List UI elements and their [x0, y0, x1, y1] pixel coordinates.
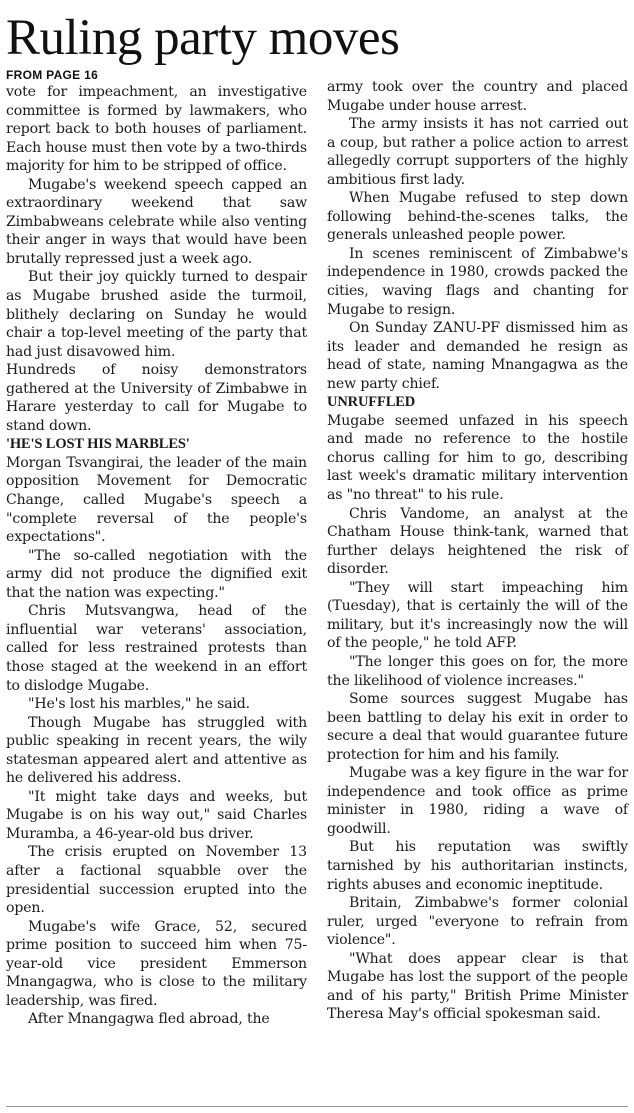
article-paragraph: The crisis erupted on November 13 after a factional squabble over the presidential succession erupted into the open.: [6, 844, 307, 917]
article-paragraph: Some sources suggest Mugabe has been battling to delay his exit in order to secure a deal that would guarantee future protection for him and his family.: [327, 691, 628, 763]
bottom-rule: [6, 1106, 628, 1107]
article-paragraph: Though Mugabe has struggled with public speaking in recent years, the wily statesman appeared alert and attentive as he delivered his address.: [6, 714, 307, 787]
article-paragraph: The army insists it has not carried out a coup, but rather a police action to arrest allegedly corrupt supporters of the highly ambitious first lady.: [327, 116, 628, 188]
right-column-body: [327, 78, 628, 1024]
article-paragraph: When Mugabe refused to step down following behind-the-scenes talks, the generals unleashed people power.: [327, 190, 628, 244]
article-column-left: [6, 68, 307, 1029]
article-paragraph: In scenes reminiscent of Zimbabwe's independence in 1980, crowds packed the cities, waving flags and chanting for Mugabe to resign.: [327, 245, 628, 318]
article-paragraph: But their joy quickly turned to despair as Mugabe brushed aside the turmoil, blithely declaring on Sunday he would chair a top-level meeting of the party that had just disavowed him.: [6, 269, 307, 360]
article-paragraph: vote for impeachment, an investigative committee is formed by lawmakers, who report back to both houses of parliament. Each house must then vote by a two-thirds majority for him to be stripped of office.: [6, 84, 307, 175]
left-column-body: [6, 83, 307, 1029]
article-paragraph: Britain, Zimbabwe's former colonial ruler, urged "everyone to refrain from violence".: [327, 895, 628, 949]
article-paragraph: Mugabe's weekend speech capped an extraordinary weekend that saw Zimbabweans celebrate while also venting their anger in ways that would have been brutally repressed just a week ago.: [6, 176, 307, 267]
article-paragraph: Mugabe's wife Grace, 52, secured prime position to succeed him when 75-year-old vice president Emmerson Mnangagwa, who is close to the military leadership, was fired.: [6, 918, 307, 1009]
headline: Ruling party moves: [6, 10, 400, 66]
article-paragraph: On Sunday ZANU-PF dismissed him as its leader and demanded he resign as head of state, naming Mnangagwa as the new party chief.: [327, 320, 628, 392]
section-subheading: UNRUFFLED: [327, 394, 416, 411]
article-paragraph: army took over the country and placed Mugabe under house arrest.: [327, 79, 628, 114]
article-paragraph: But his reputation was swiftly tarnished by his authoritarian instincts, rights abuses and economic ineptitude.: [327, 839, 628, 893]
article-paragraph: "The longer this goes on for, the more the likelihood of violence increases.": [327, 653, 628, 689]
jump-label: FROM PAGE 16: [6, 68, 99, 82]
article-paragraph: "It might take days and weeks, but Mugabe is on his way out," said Charles Muramba, a 46-year-old bus driver.: [6, 788, 307, 842]
article-paragraph: Hundreds of noisy demonstrators gathered at the University of Zimbabwe in Harare yesterday to call for Mugabe to stand down.: [6, 362, 307, 434]
article-paragraph: Mugabe seemed unfazed in his speech and made no reference to the hostile chorus calling for him to go, describing last week's dramatic military intervention as "no threat" to his rule.: [327, 412, 628, 504]
article-paragraph: After Mnangagwa fled abroad, the: [28, 1011, 270, 1028]
section-subheading: 'HE'S LOST HIS MARBLES': [6, 436, 190, 453]
article-paragraph: Chris Vandome, an analyst at the Chatham House think-tank, warned that further delays heightened the risk of disorder.: [327, 505, 628, 578]
article-column-right: [327, 78, 628, 1024]
article-paragraph: "He's lost his marbles," he said.: [28, 696, 251, 713]
article-paragraph: "What does appear clear is that Mugabe has lost the support of the people and of his party," British Prime Minister Theresa May's official spokesman said.: [327, 950, 628, 1023]
article-paragraph: Mugabe was a key figure in the war for independence and took office as prime minister in 1980, riding a wave of goodwill.: [327, 765, 628, 837]
article-paragraph: Morgan Tsvangirai, the leader of the main opposition Movement for Democratic Change, called Mugabe's speech a "complete reversal of the people's expectations".: [6, 454, 307, 546]
article-paragraph: Chris Mutsvangwa, head of the influential war veterans' association, called for less restrained protests than those staged at the weekend in an effort to dislodge Mugabe.: [6, 603, 307, 694]
article-paragraph: "They will start impeaching him (Tuesday), that is certainly the will of the military, but it's increasingly now the will of the people," he told AFP.: [327, 579, 628, 652]
article-paragraph: "The so-called negotiation with the army did not produce the dignified exit that the nation was expecting.": [6, 547, 307, 601]
